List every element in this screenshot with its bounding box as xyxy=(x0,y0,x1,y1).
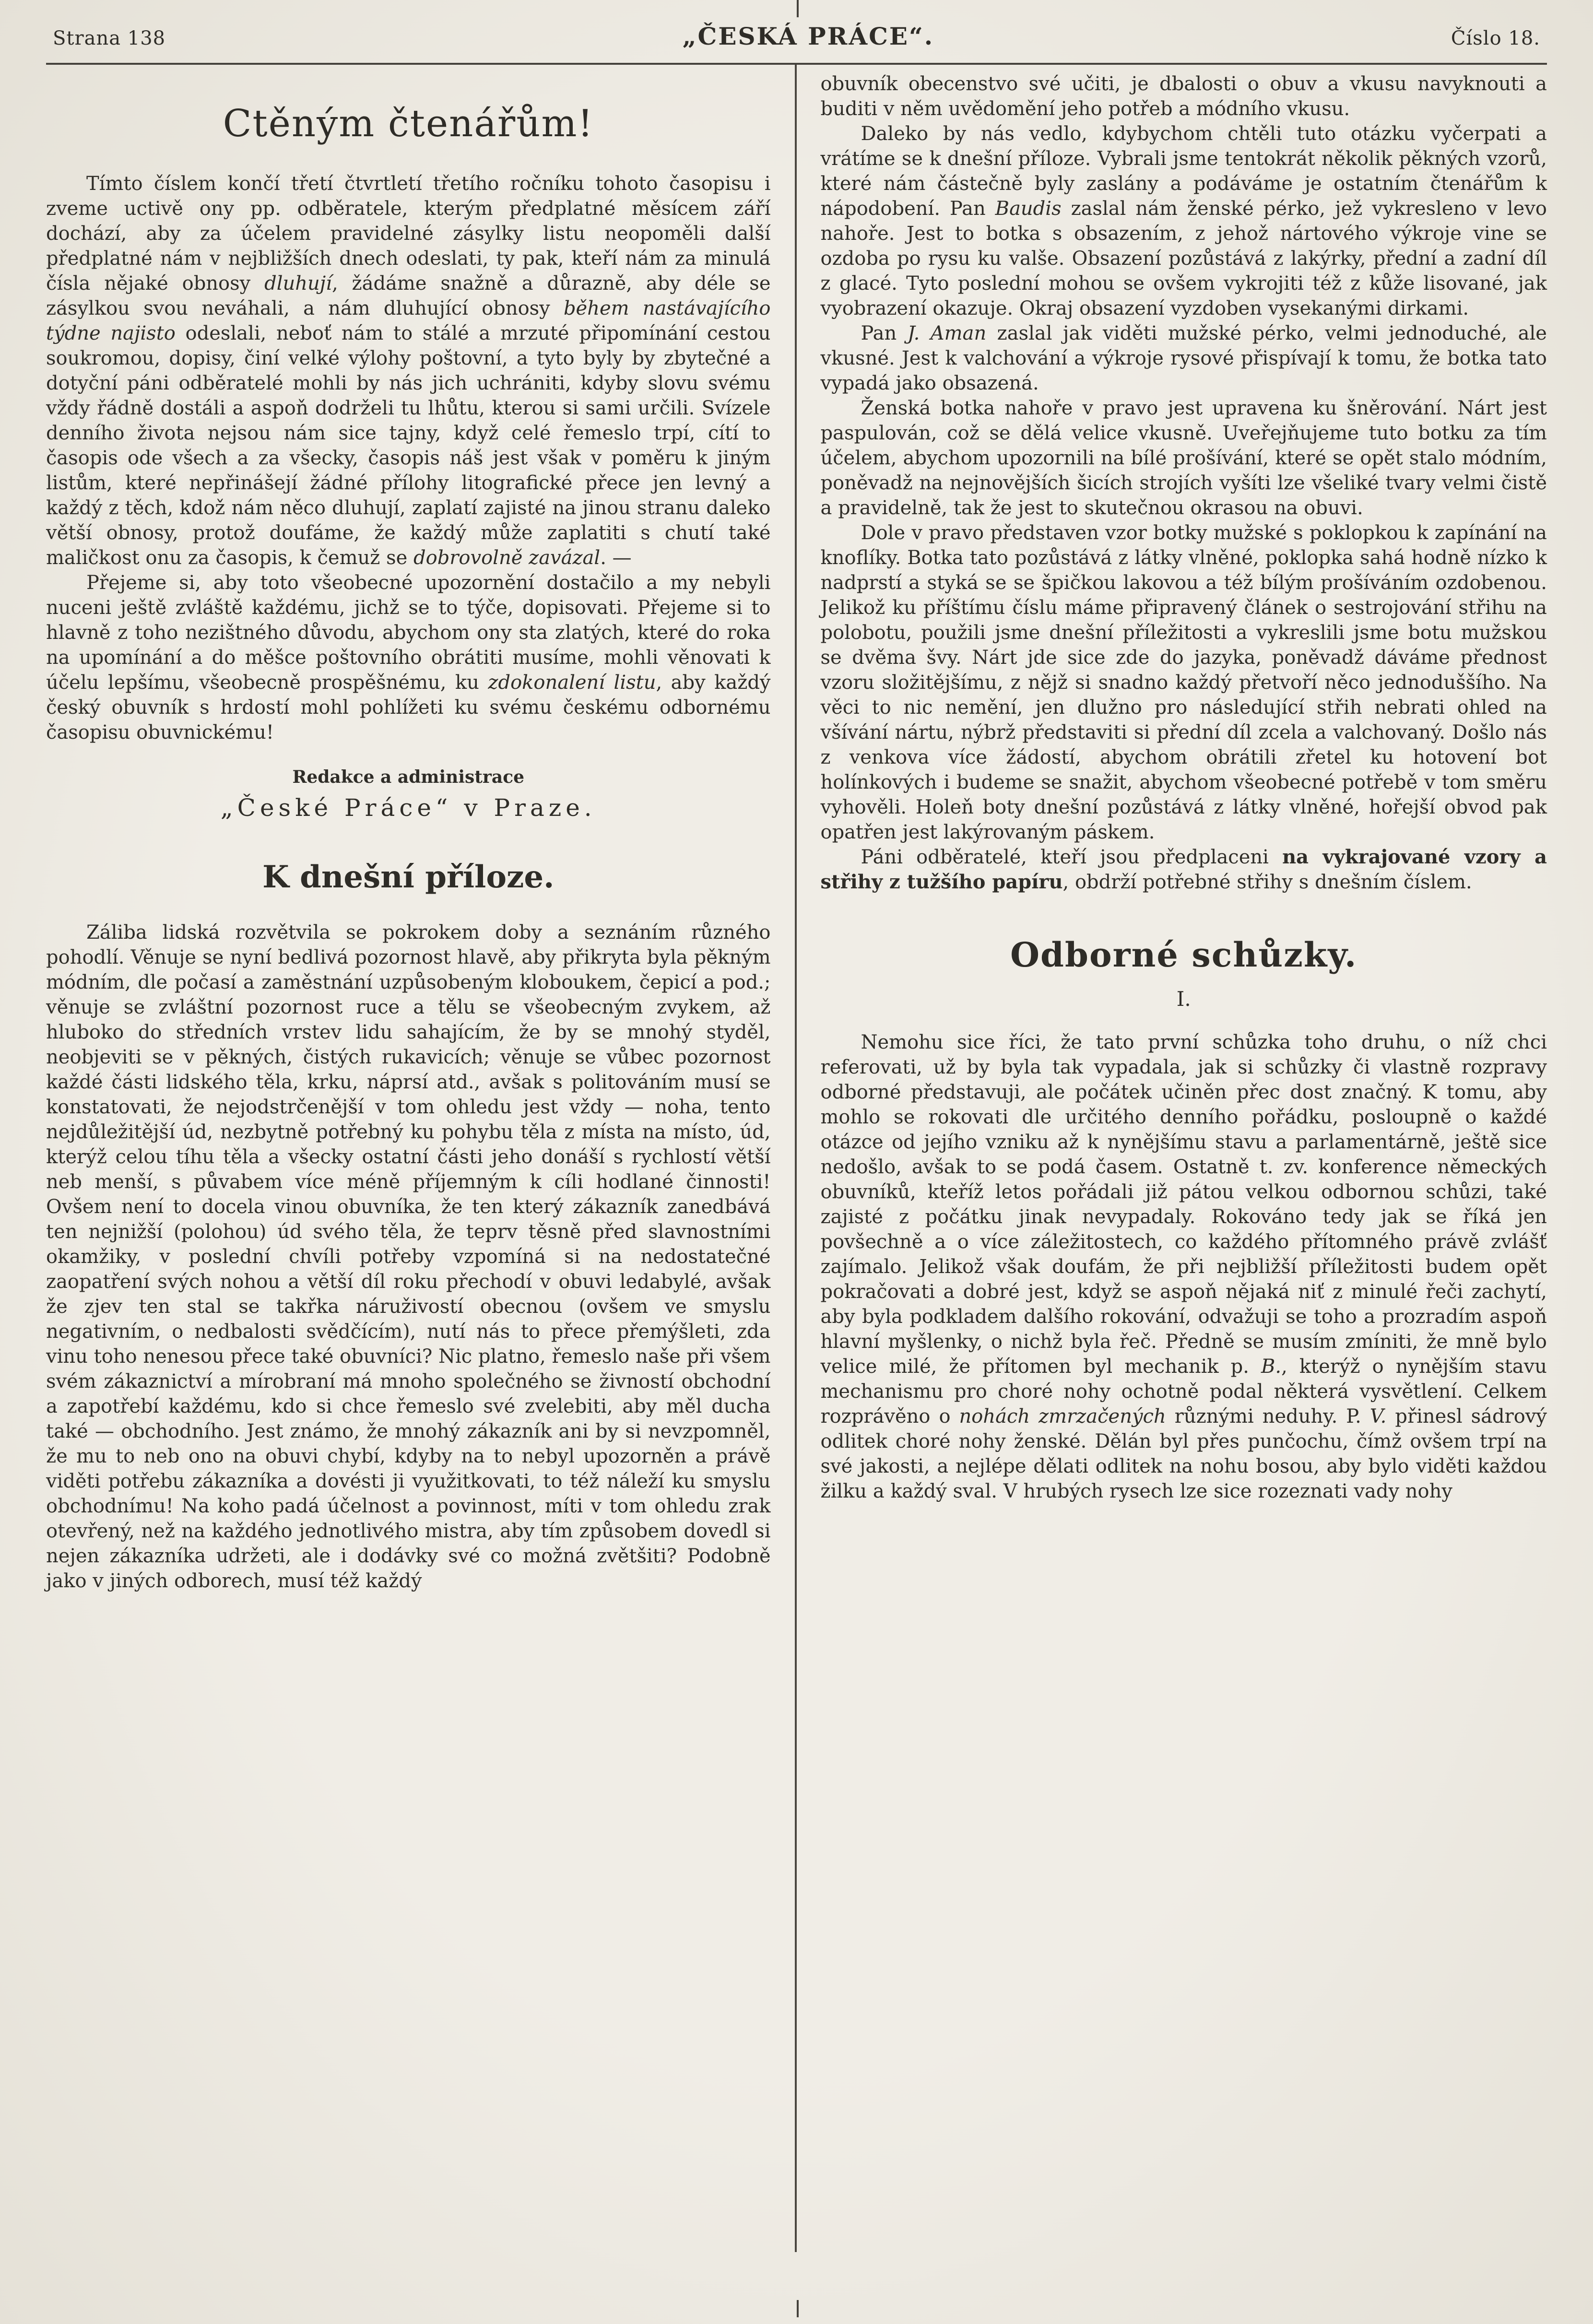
page-number: Strana 138 xyxy=(53,27,166,49)
paragraph xyxy=(821,1030,1547,1504)
signature-name: „České Práce“ v Praze. xyxy=(220,794,596,822)
paragraph xyxy=(821,71,1547,121)
body-text: Záliba lidská rozvětvila se pokrokem doby a seznáním různého pohodlí. Věnuje se nyní bedlivá pozornost hlavě, aby přikryta byla pěkným módním, dle počasí a zaměstnání uzpůsobeným kloboukem, čepicí a pod.; věnuje se zvláštní pozornost ruce a tělu se všeobecným zvykem, až hluboko do středních vrstev lidu sahajícím, že by se mnohý styděl, neobjeviti se v pěkných, čistých rukavicích; věnuje se vůbec pozornost každé části lidského těla, krku, náprsí atd., avšak s politováním musí se konstatovati, že nejodstrčenější v tom ohledu jest vždy — noha, tento nejdůležitější úd, nezbytně potřebný ku pohybu těla z místa na místo, úd, kterýž celou tíhu těla a všecky ostatní části jeho donáší s rychlostí větší neb menší, s půvabem více méně příjemným k cíli hodlané činnosti! Ovšem není to docela vinou obuvníka, že ten který zákazník zanedbává ten nejnižší (polohou) úd svého těla, že teprv těsně před slavnostními okamžiky, v poslední chvíli potřeby vzpomíná si na nedostatečné zaopatření svých nohou a větší díl roku přechodí v obuvi ledabylé, avšak že zjev ten stal se takřka náruživostí obecnou (ovšem ve smyslu negativním, o nedbalosti svědčícím), nutí nás to přece přemýšleti, zda vinu toho nenesou přece také obuvníci? Nic platno, řemeslo naše při všem svém zákaznictví a mírobraní má mnoho společného se živností obchodní a zapotřebí každému, kdo si chce řemeslo své zvelebiti, aby měl ducha také — obchodního. Jest známo, že mnohý zákazník ani by si nevzpomněl, že mu to neb ono na obuvi chybí, kdyby na to nebyl upozorněn a právě viděti potřebu zákazníka a dovésti ji využitkovati, to též náleží ku smyslu obchodnímu! Na koho padá účelnost a povinnost, míti v tom ohledu zrak otevřený, než na každého jednotlivého mistra, aby tím způsobem dovedl si nejen zákazníka udržeti, ale i dodávky své co možná zvětšiti? Podobně jako v jiných odborech, musí též každý xyxy=(46,921,771,1592)
print-registration-mark-bottom xyxy=(797,2300,799,2317)
supplement-article-body xyxy=(46,920,771,1593)
paragraph xyxy=(46,171,771,570)
body-text: přinesl sádrový odlitek choré nohy ženské. Dělán byl přes punčochu, čímž ovšem trpí na své jakosti, a nejlépe dělati odlitek na nohu bosou, aby bylo viděti každou žilku a každý sval. V hrubých rysech lze sice rozeznati vady nohy xyxy=(820,1405,1547,1502)
two-column-layout xyxy=(46,65,1547,2252)
body-text: Nemohu sice říci, že tato první schůzka toho druhu, o níž chci referovati, už by byla tak vypadala, jak si schůzky či vlastně rozpravy odborné představuji, ale počátek učiněn přec dost značný. K tomu, aby mohlo se rokovati dle určitého denního pořádku, posloupně o každé otázce od jejího vzniku až k nynějšímu stavu a parlamentárně, ještě sice nedošlo, avšak to se podá časem. Ostatně t. zv. konference německých obuvníků, kteříž letos pořádali již pátou velkou odbornou schůzi, také zajisté z počátku jinak nevypadaly. Rokováno tedy jak se říká jen povšechně a o více záležitostech, co každého přítomného právě zvlášť zajímalo. Jelikož však doufám, že při nejbližší příležitosti budem opět pokračovati a dobré jest, když se aspoň nějaká niť z minulé řeči zachytí, aby byla podkladem dalšího rokování, odvažuji se toho a prozradím aspoň hlavní myšlenky, o nichž byla řeč. Předně se musím zmíniti, že mně bylo velice milé, že přítomen byl mechanik p. xyxy=(820,1031,1547,1378)
emphasized-text: dluhují xyxy=(264,272,332,295)
print-registration-mark-top xyxy=(797,0,799,17)
paragraph xyxy=(821,321,1547,396)
body-text: , žádáme snažně a důrazně, aby déle se zásylkou svou neváhali, a nám dluhující obnosy xyxy=(46,272,771,319)
readers-notice-title: Ctěným čtenářům! xyxy=(223,102,594,145)
supplement-article-continuation xyxy=(821,71,1547,895)
bold-text: na vykrajované vzory a střihy z tužšího papíru xyxy=(820,846,1547,893)
body-text: Přejeme si, aby toto všeobecné upozornění dostačilo a my nebyli nuceni ještě zvláště každému, jichž se to týče, dopisovati. Přejeme si to hlavně z toho nezištného důvodu, abychom ony sta zlatých, které do roka na upomínání a do měšce poštovního obrátiti musíme, mohli věnovati k účelu lepšímu, všeobecně prospěšnému, ku xyxy=(46,572,771,694)
body-text: zaslal nám ženské pérko, jež vykresleno v levo nahoře. Jest to botka s obsazením, z jehož nártového výkroje vine se ozdoba po rysu ku valše. Obsazení pozůstává z lakýrky, přední a zadní díl z glacé. Tyto poslední mohou se ovšem vykrojiti též z kůže lisované, jak vyobrazení okazuje. Okraj obsazení vyzdoben vysekanými dirkami. xyxy=(820,198,1547,319)
emphasized-text: zdokonalení listu xyxy=(488,672,656,694)
meetings-section-numeral: I. xyxy=(1176,987,1191,1011)
meetings-article-title: Odborné schůzky. xyxy=(1010,935,1357,975)
body-text: . — xyxy=(600,547,632,569)
body-text: obuvník obecenstvo své učiti, je dbalosti o obuv a vkusu navyknouti a buditi v něm uvědomění jeho potřeb a módního vkusu. xyxy=(820,73,1547,120)
emphasized-text: nohách zmrzačených xyxy=(959,1405,1166,1427)
body-text: Ženská botka nahoře v pravo jest upravena ku šněrování. Nárt jest paspulován, což se dělá velice vkusně. Uveřejňujeme tuto botku za tím účelem, abychom upozornili na bílé prošívání, které se opět stalo módním, poněvadž na nejnovějších šicích strojích vyšíti lze všeliké tvary velmi čistě a pravidelně, tak že jest to skutečnou okrasou na obuvi. xyxy=(820,397,1547,519)
readers-notice-body xyxy=(46,171,771,745)
emphasized-text: J. Aman xyxy=(907,322,987,344)
body-text: Tímto číslem končí třetí čtvrtletí třetího ročníku tohoto časopisu i zveme uctivě ony pp. odběratele, kterým předplatné měsícem září dochází, aby za účelem pravidelné zásylky listu neopoměli další předplatné nám v nejbližších dnech odeslati, ty pak, kteří nám za minulá čísla nějaké obnosy xyxy=(46,173,771,295)
paragraph xyxy=(821,396,1547,520)
paragraph xyxy=(821,121,1547,321)
emphasized-text: během nastávajícího týdne najisto xyxy=(46,297,771,344)
paragraph xyxy=(821,520,1547,845)
body-text: , obdrží potřebné střihy s dnešním číslem. xyxy=(1062,871,1472,893)
paragraph xyxy=(821,845,1547,895)
body-text: , kterýž o nynějším stavu mechanismu pro choré nohy ochotně podal některá vysvětlení. Celkem rozprávěno o xyxy=(820,1356,1547,1427)
emphasized-text: dobrovolně zavázal xyxy=(413,547,601,569)
supplement-article-title: K dnešní příloze. xyxy=(262,859,555,895)
emphasized-text: V. xyxy=(1369,1405,1387,1427)
signature-block xyxy=(46,767,771,822)
body-text: Dole v pravo představen vzor botky mužské s poklopkou k zapínání na knoflíky. Botka tato pozůstává z látky vlněné, poklopka sahá hodně nízko k nadprstí a styká se se špičkou lakovou a též bílým prošíváním ozdobenou. Jelikož ku příštímu číslu máme připravený článek o sestrojování střihu na polobotu, použili jsme dnešní příležitosti a vykreslili jsme botu mužskou se dvěma švy. Nárt jde sice zde do jazyka, poněvadž dáváme přednost vzoru složitějšímu, z nějž si snadno každý přetvoří něco jednoduššího. Na věci to nic nemění, jen dlužno pro následující střih nebrati ohled na všívání nártu, nýbrž představiti si přední díl zcela a valchovaný. Došlo nás z venkova více žádostí, abychom obrátili zřetel ku hotovení bot holínkových i budeme se snažit, abychom všeobecné potřebě v tom směru vyhověli. Holeň boty dnešní pozůstává z látky vlněné, hořejší obvod pak opatřen jest lakýrovaným páskem. xyxy=(820,522,1547,843)
issue-number: Číslo 18. xyxy=(1451,27,1540,49)
body-text: , aby každý český obuvník s hrdostí mohl pohlížeti ku svému českému odbornému časopisu obuvnickému! xyxy=(46,672,771,743)
paragraph xyxy=(46,920,771,1593)
emphasized-text: B. xyxy=(1261,1356,1282,1378)
signature-role: Redakce a administrace xyxy=(292,767,525,787)
body-text: odeslali, neboť nám to stálé a mrzuté připomínání cestou soukromou, dopisy, činí velké výlohy poštovní, a tyto byly by zbytečné a dotyční páni odběratelé mohli by nás jich uchrániti, kdyby slovu svému vždy řádně dostáli a aspoň dodrželi tu lhůtu, kterou si sami určili. Svízele denního života nejsou nám sice tajny, když celé řemeslo trpí, cítí to časopis ode všech a za všecky, časopis náš jest však v poměru k jiným listům, které nepřinášejí žádné přílohy litografické přece jen levný a každý z těch, kdož nám něco dluhují, zaplatí zajisté na jinou stranu daleko větší obnosy, protož doufáme, že každý může zaplatiti s chutí také maličkost onu za časopis, k čemuž se xyxy=(46,322,771,569)
journal-title: „ČESKÁ PRÁCE“. xyxy=(682,22,934,50)
paragraph xyxy=(46,570,771,745)
body-text: Pan xyxy=(861,322,908,344)
left-column xyxy=(46,65,797,2252)
body-text: Páni odběratelé, kteří jsou předplaceni xyxy=(861,846,1283,868)
body-text: Daleko by nás vedlo, kdybychom chtěli tuto otázku vyčerpati a vrátíme se k dnešní příloze. Vybrali jsme tentokrát několik pěkných vzorů, které nám částečně byly zaslány a podáváme je ostatním čtenářům k nápodobení. Pan xyxy=(820,123,1547,220)
body-text: různými neduhy. P. xyxy=(1166,1405,1370,1427)
emphasized-text: Baudis xyxy=(995,198,1062,220)
right-column xyxy=(797,65,1547,2252)
meetings-article-body xyxy=(821,1030,1547,1504)
body-text: zaslal jak viděti mužské pérko, velmi jednoduché, ale vkusné. Jest k valchování a výkroje rysové přispívají k tomu, že botka tato vypadá jako obsazená. xyxy=(820,322,1547,394)
